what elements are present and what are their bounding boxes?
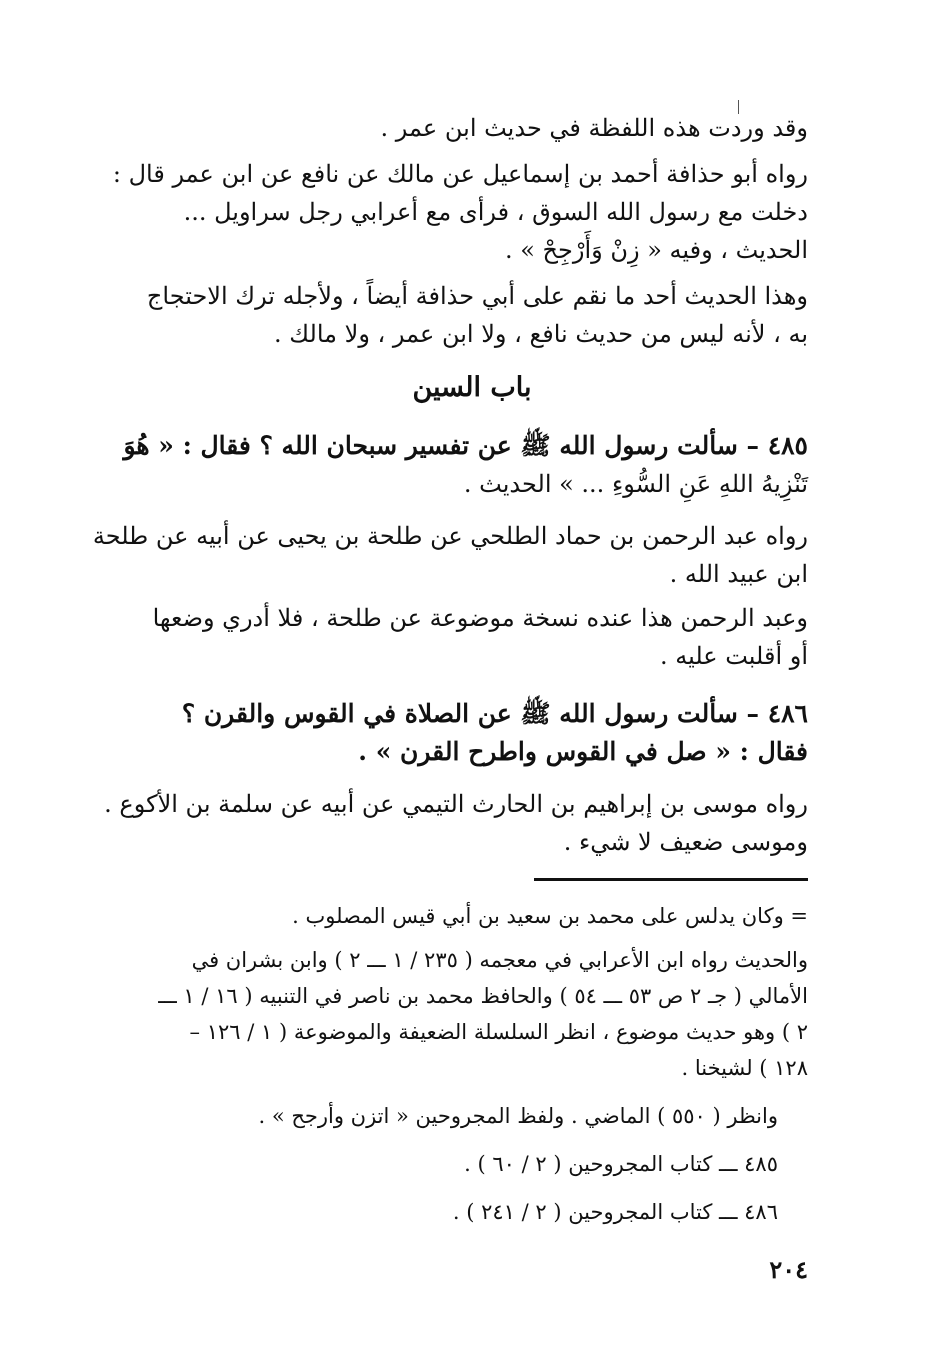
text-line: وقد وردت هذه اللفظة في حديث ابن عمر . xyxy=(380,114,808,142)
footnote-line: ٤٨٦ ـــ كتاب المجروحين ( ٢ / ٢٤١ ) . xyxy=(452,1200,778,1224)
hadith-485 xyxy=(92,427,808,675)
hadith-title-line: تَنْزِيهُ اللهِ عَنِ السُّوءِ ... » الحديث . xyxy=(463,470,808,498)
footnote-line: الأمالي ( جـ ٢ ص ٥٣ ـــ ٥٤ ) والحافظ محمد بن ناصر في التنبيه ( ١٦ / ١ ـــ xyxy=(158,984,808,1008)
footnote-line: وانظر ( ٥٥٠ ) الماضي . ولفظ المجروحين « اتزن وأرجح » . xyxy=(258,1104,778,1128)
hadith-486 xyxy=(104,695,808,861)
footnote-line: ٤٨٥ ـــ كتاب المجروحين ( ٢ / ٦٠ ) . xyxy=(464,1152,778,1176)
footnotes xyxy=(128,898,808,1230)
text-line: وموسى ضعيف لا شيء . xyxy=(563,828,808,856)
intro-paragraph xyxy=(112,109,808,353)
hadith-title-line: ٤٨٥ – سألت رسول الله ﷺ عن تفسير سبحان الله ؟ فقال : « هُوَ xyxy=(123,431,808,460)
text-line: ابن عبيد الله . xyxy=(669,560,808,588)
hadith-title-line: فقال : « صل في القوس واطرح القرن » . xyxy=(358,737,808,766)
text-line: رواه عبد الرحمن بن حماد الطلحي عن طلحة بن يحيى عن أبيه عن طلحة xyxy=(92,522,808,550)
footnote-line: ١٢٨ ) لشيخنا . xyxy=(681,1056,808,1080)
footnote-line: والحديث رواه ابن الأعرابي في معجمه ( ٢٣٥ / ١ ـــ ٢ ) وابن بشران في xyxy=(191,948,808,972)
text-line: وهذا الحديث أحد ما نقم على أبي حذافة أيضاً ، ولأجله ترك الاحتجاج xyxy=(146,282,808,310)
text-line: به ، لأنه ليس من حديث نافع ، ولا ابن عمر ، ولا مالك . xyxy=(274,320,808,348)
text-line: وعبد الرحمن هذا عنده نسخة موضوعة عن طلحة ، فلا أدري وضعها xyxy=(152,604,808,632)
page-number: ٢٠٤ xyxy=(769,1255,808,1284)
hadith-title-line: ٤٨٦ – سألت رسول الله ﷺ عن الصلاة في القوس والقرن ؟ xyxy=(181,699,808,728)
text-line: رواه أبو حذافة أحمد بن إسماعيل عن مالك عن نافع عن ابن عمر قال : xyxy=(112,160,808,188)
footnote-line: ٢ ) وهو حديث موضوع ، انظر السلسلة الضعيفة والموضوعة ( ١ / ١٢٦ – xyxy=(189,1020,808,1044)
text-line: أو أقلبت عليه . xyxy=(659,642,808,670)
footnote-separator xyxy=(534,878,808,881)
text-line: دخلت مع رسول الله السوق ، فرأى مع أعرابي رجل سراويل ... xyxy=(183,198,808,226)
text-line: الحديث ، وفيه « زِنْ وَأَرْجِحْ » . xyxy=(504,236,808,264)
text-line: رواه موسى بن إبراهيم بن الحارث التيمي عن أبيه عن سلمة بن الأكوع . xyxy=(104,790,808,818)
chapter-heading: باب السين xyxy=(412,372,532,403)
footnote-line: = وكان يدلس على محمد بن سعيد بن أبي قيس المصلوب . xyxy=(292,904,808,928)
